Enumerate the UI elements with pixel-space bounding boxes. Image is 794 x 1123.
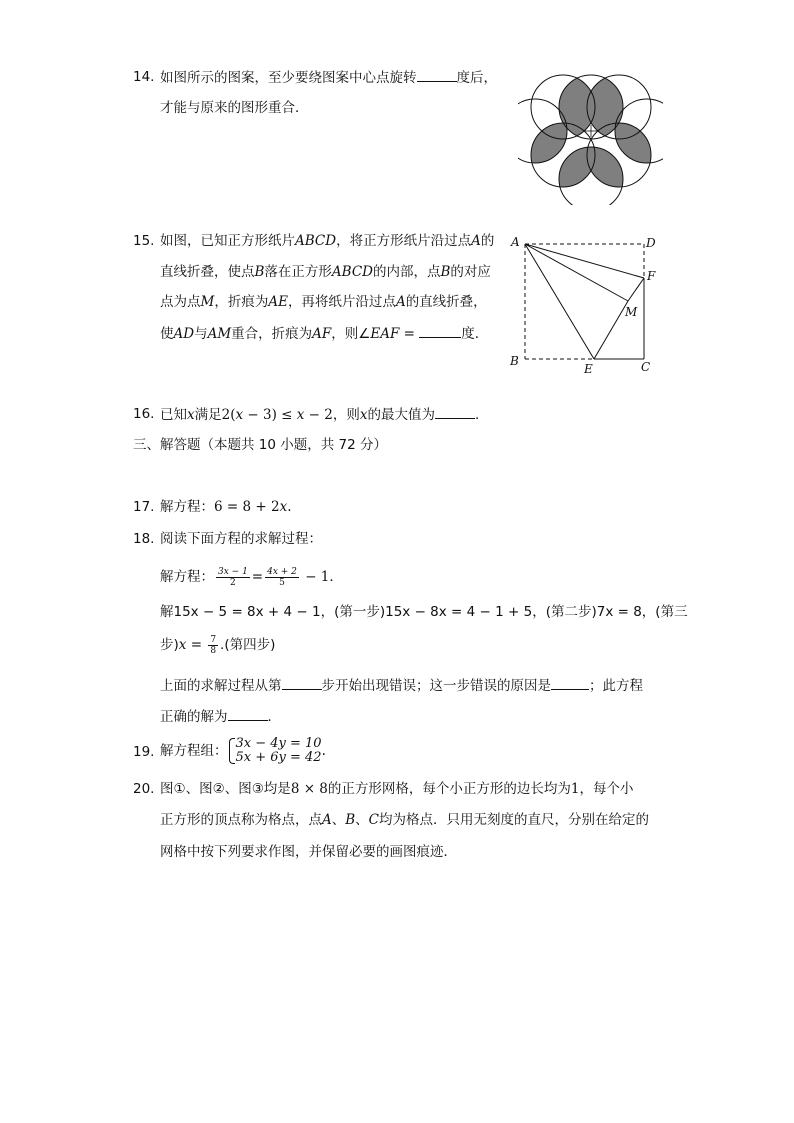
q15-square-figure (505, 232, 660, 377)
q18-text: 正确的解为 (160, 709, 228, 725)
q15-math: A (395, 294, 406, 310)
q15-number: 15. (133, 233, 155, 249)
q19-equation-2: 5x + 6y = 42 (235, 750, 322, 765)
q15-math: AF (312, 326, 332, 342)
q14-flower-figure (518, 65, 663, 205)
q18-frac-den: 2 (230, 577, 236, 588)
q18-text: 步开始出现错误；这一步错误的原因是 (321, 678, 551, 694)
q15-text: 直线折叠，使点 (160, 264, 255, 280)
q19-number: 19. (133, 744, 155, 760)
q15-math: = (399, 326, 420, 342)
q18-text: 步) (160, 637, 179, 653)
q18-math: = (251, 569, 264, 585)
q19-equation-1: 3x − 4y = 10 (235, 736, 322, 751)
q14-line-2: 才能与原来的图形重合． (160, 100, 309, 116)
q15-text: 度． (461, 326, 489, 342)
q18-text: ． (267, 709, 281, 725)
q15-math: AD (173, 326, 195, 342)
q20-number: 20. (133, 781, 155, 797)
q18-frac-den: 8 (210, 645, 217, 656)
q15-math: B (440, 264, 451, 280)
q18-fraction-3 (208, 635, 218, 656)
q15-text: 点为点 (160, 294, 201, 310)
q20-math: C (368, 812, 380, 828)
q15-text: ，再将纸片沿过点 (287, 294, 396, 310)
q17-text: . (287, 499, 292, 515)
q18-frac-num: 3x − 1 (218, 566, 248, 577)
q20-text: 图①、图②、图③均是 (160, 781, 291, 797)
q18-line-6 (160, 706, 281, 727)
q16-math: x (359, 407, 368, 423)
q15-math: B (254, 264, 265, 280)
q18-line-3: 解15x − 5 = 8x + 4 − 1，(第一步)15x − 8x = 4 − 1 + 5，(第二步)7x = 8，(第三 (160, 604, 688, 620)
q18-fraction-2 (265, 567, 299, 588)
q16-text: 已知 (160, 407, 187, 423)
q14-answer-blank[interactable] (417, 67, 457, 82)
q15-text: 与 (194, 326, 208, 342)
section-heading: 三、解答题（本题共 10 小题，共 72 分） (133, 437, 388, 453)
q15-answer-blank[interactable] (419, 323, 461, 338)
q15-label-b: B (510, 354, 519, 368)
q17-number: 17. (133, 499, 155, 515)
q16-math: x (296, 407, 305, 423)
q15-text: 的 (480, 233, 495, 249)
q15-text: 落在正方形 (264, 264, 332, 280)
q15-line-4 (160, 323, 488, 344)
q20-math: B (345, 812, 356, 828)
q19-text: 解方程组： (160, 743, 228, 759)
q17-math: 6 = 8 + 2 (214, 499, 280, 515)
q16-number: 16. (133, 406, 155, 422)
q20-text: 、 (355, 812, 369, 828)
q16-math: − 2 (304, 407, 333, 423)
q15-math: EAF (370, 326, 400, 342)
q18-frac-num: 4x + 2 (267, 566, 297, 577)
q15-label-e: E (584, 362, 593, 376)
q14-line-1 (160, 67, 497, 88)
q18-frac-num: 7 (210, 634, 217, 645)
q16-text: ，则 (332, 407, 360, 423)
q15-label-c: C (641, 360, 651, 374)
q17-math: x (279, 499, 288, 515)
q18-line-2 (160, 565, 343, 589)
q18-answer-blank-2[interactable] (551, 675, 589, 690)
q15-math: ABCD (295, 233, 337, 249)
q16-math: x (235, 407, 244, 423)
q20-math: 1 (570, 781, 580, 797)
q18-math: − 1 (300, 569, 330, 585)
q15-text: 的直线折叠， (405, 294, 487, 310)
q15-line-3 (160, 292, 487, 312)
q16-text: 满足 (194, 407, 222, 423)
q18-number: 18. (133, 531, 155, 547)
q19-line (160, 734, 326, 768)
q15-math: AM (207, 326, 232, 342)
q19-text: . (321, 743, 326, 759)
q15-line-2 (160, 262, 491, 282)
q15-math: ABCD (331, 264, 373, 280)
q20-text: 正方形的顶点称为格点，点 (160, 812, 322, 828)
q17-line (160, 497, 291, 517)
q15-text: ，折痕为 (214, 294, 269, 310)
q14-number: 14. (133, 69, 155, 85)
q15-label-m: M (625, 305, 638, 319)
q18-math: x (178, 637, 187, 653)
q18-fraction-1 (216, 567, 250, 588)
q18-text: .(第四步) (220, 637, 276, 653)
q15-math: A (471, 233, 481, 249)
q20-text: 的正方形网格，每个小正方形的边长均为 (327, 781, 571, 797)
q20-text: 、 (331, 812, 346, 828)
q16-text: 的最大值为 (367, 407, 435, 423)
q20-line-3: 网格中按下列要求作图，并保留必要的画图痕迹． (160, 844, 457, 860)
q15-text: 的内部，点 (373, 264, 441, 280)
q16-math: 2( (221, 407, 236, 423)
q15-text: 重合，折痕为 (231, 326, 313, 342)
q16-line (160, 404, 489, 425)
q18-math: = (186, 637, 207, 653)
q18-line-5 (160, 675, 643, 696)
q20-text: 均为格点．只用无刻度的直尺，分别在给定的 (379, 812, 650, 828)
q18-text: 解方程： (160, 569, 214, 585)
q15-line-1 (160, 231, 494, 251)
q16-text: ． (475, 407, 489, 423)
q15-text: ，则∠ (331, 326, 371, 342)
q18-text: ． (329, 569, 343, 585)
q16-math: − 3) ≤ (243, 407, 297, 423)
q18-line-4 (160, 632, 275, 658)
q15-label-a: A (511, 235, 520, 249)
q14-text: 如图所示的图案，至少要绕图案中心点旋转 (160, 70, 417, 86)
q19-equation-system (228, 737, 322, 765)
q16-answer-blank[interactable] (435, 404, 475, 419)
q17-text: 解方程： (160, 499, 214, 515)
q18-line-1: 阅读下面方程的求解过程： (160, 531, 322, 547)
q16-math: x (187, 407, 195, 423)
q15-math: AE (268, 294, 288, 310)
q20-text: ，每个小 (579, 781, 634, 797)
q20-line-1 (160, 779, 633, 799)
q18-answer-blank-1[interactable] (282, 675, 322, 690)
q20-line-2 (160, 810, 649, 830)
q15-label-f: F (647, 269, 656, 283)
q18-frac-den: 5 (279, 577, 285, 588)
q18-text: ；此方程 (589, 678, 643, 694)
q18-text: 上面的求解过程从第 (160, 678, 282, 694)
q15-label-d: D (646, 236, 656, 250)
q18-answer-blank-3[interactable] (228, 706, 268, 721)
q15-text: 使 (160, 326, 174, 342)
q15-text: 的对应 (450, 264, 491, 280)
q15-text: ，将正方形纸片沿过点 (336, 233, 472, 249)
q15-math: M (200, 294, 215, 310)
q15-text: 如图，已知正方形纸片 (160, 233, 295, 249)
q20-math: A (322, 812, 332, 828)
q14-text: 度后， (456, 70, 497, 86)
q20-math: 8 × 8 (290, 781, 328, 797)
